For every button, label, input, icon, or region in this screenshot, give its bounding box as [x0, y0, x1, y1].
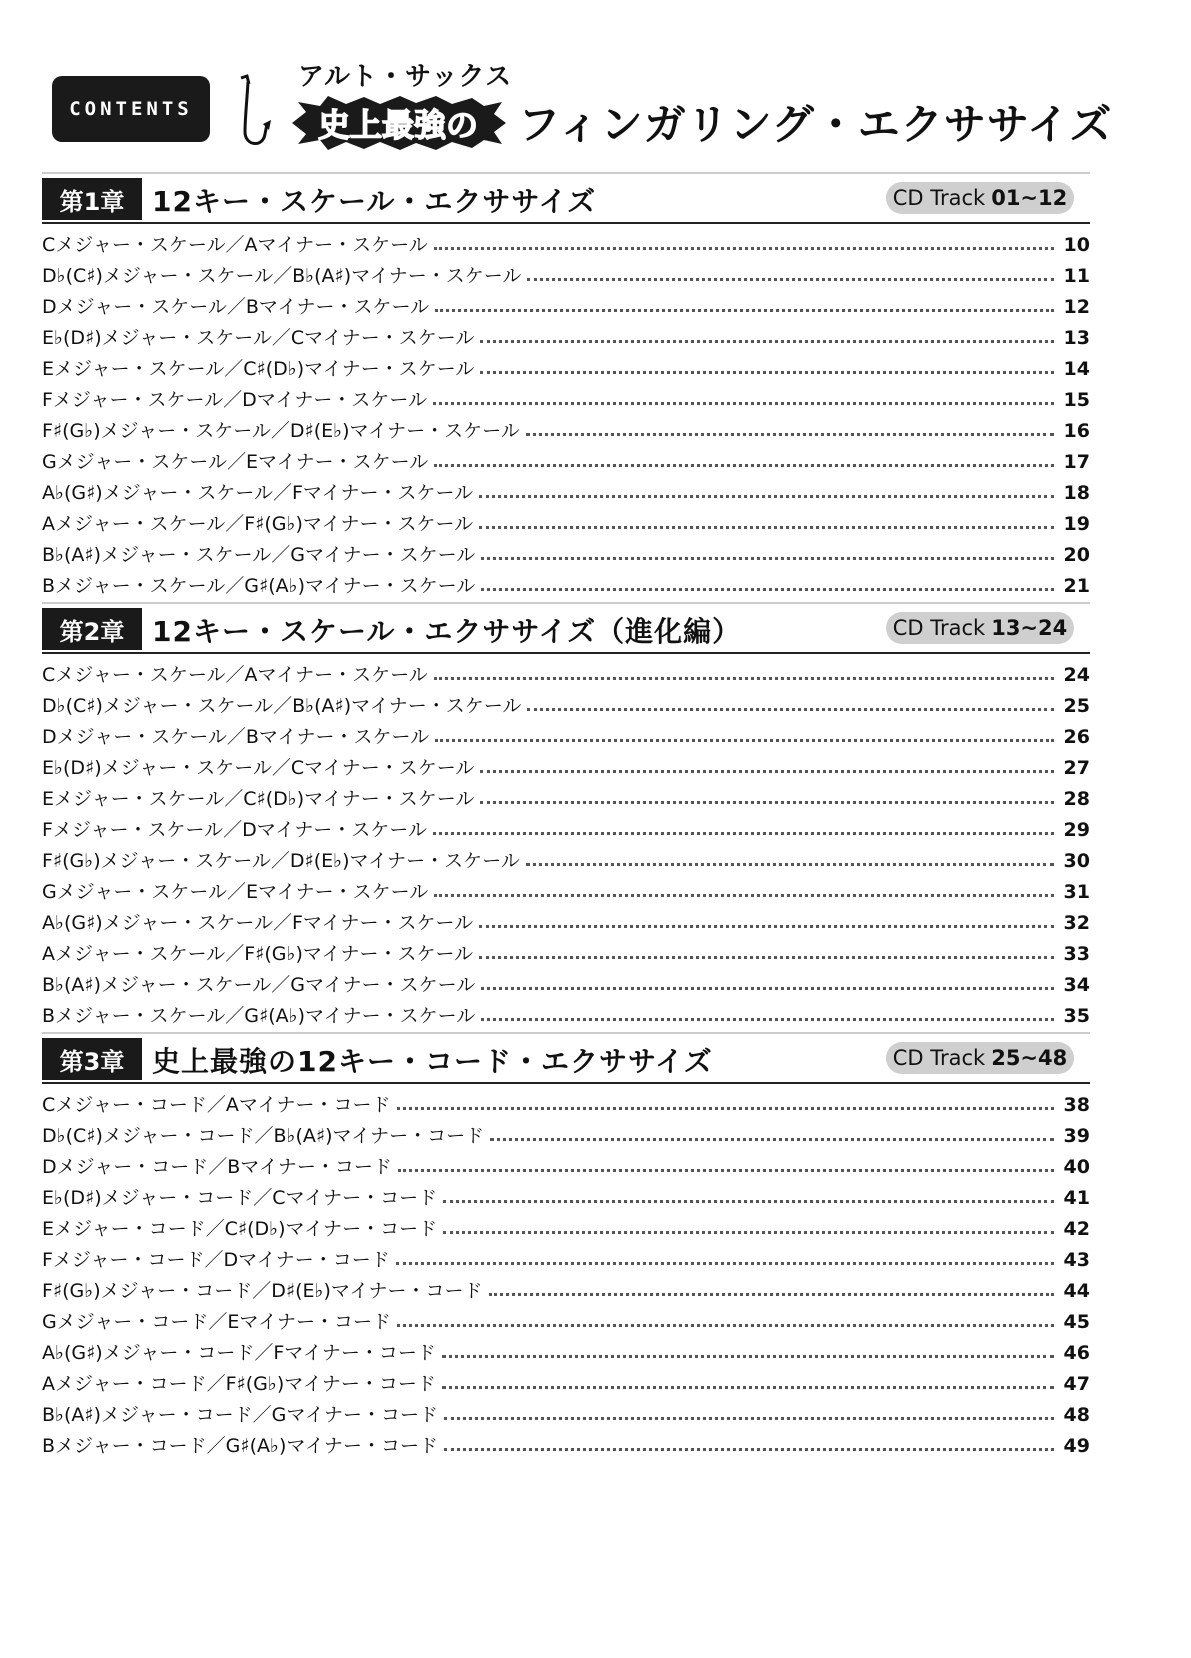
entry-title: F♯(G♭)メジャー・スケール／D♯(E♭)マイナー・スケール: [42, 420, 520, 442]
leader-dots: [397, 1107, 1054, 1110]
leader-dots: [489, 1293, 1055, 1296]
entry-title: Gメジャー・スケール／Eマイナー・スケール: [42, 881, 429, 903]
toc-entry[interactable]: [42, 354, 1090, 385]
entry-page-number: 21: [1063, 575, 1090, 597]
entry-title: Eメジャー・コード／C♯(D♭)マイナー・コード: [42, 1218, 438, 1240]
entry-list: [42, 230, 1090, 602]
entry-page-number: 49: [1063, 1435, 1090, 1457]
entry-title: F♯(G♭)メジャー・スケール／D♯(E♭)マイナー・スケール: [42, 850, 520, 872]
toc-entry[interactable]: [42, 1276, 1090, 1307]
entry-page-number: 30: [1063, 850, 1090, 872]
leader-dots: [434, 894, 1054, 897]
leader-dots: [442, 1386, 1054, 1389]
entry-title: Gメジャー・スケール／Eマイナー・スケール: [42, 451, 429, 473]
leader-dots: [481, 1018, 1054, 1021]
leader-dots: [480, 801, 1054, 804]
entry-title: Dメジャー・コード／Bマイナー・コード: [42, 1156, 392, 1178]
entry-page-number: 28: [1063, 788, 1090, 810]
toc-entry[interactable]: [42, 1400, 1090, 1431]
entry-title: Gメジャー・コード／Eマイナー・コード: [42, 1311, 391, 1333]
book-title: フィンガリング・エクササイズ: [518, 100, 1113, 149]
leader-dots: [480, 371, 1054, 374]
toc-entry[interactable]: [42, 540, 1090, 571]
chapter-title: 12キー・スケール・エクササイズ（進化編）: [152, 615, 742, 648]
entry-title: Fメジャー・スケール／Dマイナー・スケール: [42, 389, 428, 411]
toc-entry[interactable]: [42, 877, 1090, 908]
cd-track-range: 13~24: [991, 616, 1068, 640]
toc-entry[interactable]: [42, 908, 1090, 939]
cd-track-badge: [886, 1042, 1074, 1074]
leader-dots: [434, 464, 1054, 467]
toc-entry[interactable]: [42, 509, 1090, 540]
entry-title: D♭(C♯)メジャー・コード／B♭(A♯)マイナー・コード: [42, 1125, 485, 1147]
entry-page-number: 33: [1063, 943, 1090, 965]
cd-track-prefix: CD Track: [892, 616, 986, 640]
entry-page-number: 43: [1063, 1249, 1090, 1271]
entry-title: D♭(C♯)メジャー・スケール／B♭(A♯)マイナー・スケール: [42, 695, 522, 717]
leader-dots: [442, 1355, 1054, 1358]
entry-page-number: 24: [1063, 664, 1090, 686]
entry-page-number: 45: [1063, 1311, 1090, 1333]
entry-title: Aメジャー・スケール／F♯(G♭)マイナー・スケール: [42, 513, 474, 535]
toc-entry[interactable]: [42, 846, 1090, 877]
toc-entry[interactable]: [42, 292, 1090, 323]
toc-entry[interactable]: [42, 691, 1090, 722]
toc-entry[interactable]: [42, 571, 1090, 602]
entry-page-number: 44: [1063, 1280, 1090, 1302]
toc-entry[interactable]: [42, 261, 1090, 292]
toc-entry[interactable]: [42, 1001, 1090, 1032]
leader-dots: [481, 588, 1054, 591]
leader-dots: [481, 987, 1054, 990]
leader-dots: [479, 925, 1054, 928]
leader-dots: [480, 770, 1054, 773]
entry-title: D♭(C♯)メジャー・スケール／B♭(A♯)マイナー・スケール: [42, 265, 522, 287]
chapter-section-1: [42, 172, 1090, 602]
entry-title: Fメジャー・スケール／Dマイナー・スケール: [42, 819, 428, 841]
toc-entry[interactable]: [42, 1183, 1090, 1214]
leader-dots: [433, 402, 1054, 405]
leader-dots: [434, 677, 1054, 680]
chapter-section-2: [42, 602, 1090, 1032]
leader-dots: [526, 863, 1054, 866]
toc-entry[interactable]: [42, 416, 1090, 447]
entry-title: A♭(G♯)メジャー・スケール／Fマイナー・スケール: [42, 912, 474, 934]
leader-dots: [481, 557, 1054, 560]
cd-track-badge: [886, 182, 1074, 214]
entry-title: Dメジャー・スケール／Bマイナー・スケール: [42, 296, 430, 318]
entry-title: Cメジャー・スケール／Aマイナー・スケール: [42, 234, 428, 256]
leader-dots: [435, 739, 1054, 742]
leader-dots: [490, 1138, 1054, 1141]
entry-page-number: 17: [1063, 451, 1090, 473]
entry-page-number: 41: [1063, 1187, 1090, 1209]
leader-dots: [444, 1417, 1054, 1420]
toc-entry[interactable]: [42, 385, 1090, 416]
entry-page-number: 13: [1063, 327, 1090, 349]
chapter-label: 第3章: [42, 1038, 142, 1080]
leader-dots: [434, 247, 1054, 250]
chapter-title: 史上最強の12キー・コード・エクササイズ: [152, 1045, 713, 1078]
cd-track-prefix: CD Track: [892, 1046, 986, 1070]
leader-dots: [479, 495, 1054, 498]
toc-entry[interactable]: [42, 939, 1090, 970]
toc-entry[interactable]: [42, 1090, 1090, 1121]
entry-list: [42, 660, 1090, 1032]
entry-page-number: 19: [1063, 513, 1090, 535]
toc-entry[interactable]: [42, 447, 1090, 478]
entry-page-number: 34: [1063, 974, 1090, 996]
entry-page-number: 40: [1063, 1156, 1090, 1178]
entry-page-number: 46: [1063, 1342, 1090, 1364]
chapter-section-3: [42, 1032, 1090, 1462]
leader-dots: [526, 433, 1054, 436]
book-subtitle: アルト・サックス: [298, 62, 513, 92]
entry-title: Bメジャー・スケール／G♯(A♭)マイナー・スケール: [42, 1005, 476, 1027]
saxophone-icon: [233, 74, 273, 152]
entry-page-number: 16: [1063, 420, 1090, 442]
entry-title: B♭(A♯)メジャー・スケール／Gマイナー・スケール: [42, 544, 476, 566]
toc-entry[interactable]: [42, 970, 1090, 1001]
chapter-header: [42, 602, 1090, 654]
entry-page-number: 20: [1063, 544, 1090, 566]
title-burst-text: 史上最強の: [317, 106, 478, 144]
toc-entry[interactable]: [42, 1369, 1090, 1400]
entry-page-number: 15: [1063, 389, 1090, 411]
title-burst: [288, 94, 508, 152]
contents-badge: CONTENTS: [52, 76, 210, 142]
chapter-label: 第1章: [42, 178, 142, 220]
leader-dots: [527, 278, 1054, 281]
entry-title: B♭(A♯)メジャー・スケール／Gマイナー・スケール: [42, 974, 476, 996]
entry-page-number: 32: [1063, 912, 1090, 934]
entry-title: A♭(G♯)メジャー・スケール／Fマイナー・スケール: [42, 482, 474, 504]
entry-list: [42, 1090, 1090, 1462]
leader-dots: [480, 340, 1054, 343]
toc-entry[interactable]: [42, 230, 1090, 261]
entry-title: E♭(D♯)メジャー・スケール／Cマイナー・スケール: [42, 757, 475, 779]
leader-dots: [443, 1200, 1054, 1203]
entry-page-number: 26: [1063, 726, 1090, 748]
toc-entry[interactable]: [42, 660, 1090, 691]
entry-title: Cメジャー・スケール／Aマイナー・スケール: [42, 664, 428, 686]
entry-page-number: 14: [1063, 358, 1090, 380]
leader-dots: [443, 1231, 1054, 1234]
toc-entry[interactable]: [42, 1214, 1090, 1245]
toc-entry[interactable]: [42, 1152, 1090, 1183]
entry-page-number: 25: [1063, 695, 1090, 717]
entry-title: E♭(D♯)メジャー・スケール／Cマイナー・スケール: [42, 327, 475, 349]
entry-page-number: 27: [1063, 757, 1090, 779]
leader-dots: [397, 1324, 1054, 1327]
toc-entry[interactable]: [42, 478, 1090, 509]
chapter-header: [42, 1032, 1090, 1084]
entry-page-number: 11: [1063, 265, 1090, 287]
leader-dots: [433, 832, 1054, 835]
toc-entry[interactable]: [42, 1245, 1090, 1276]
toc-entry[interactable]: [42, 784, 1090, 815]
entry-title: B♭(A♯)メジャー・コード／Gマイナー・コード: [42, 1404, 438, 1426]
entry-title: F♯(G♭)メジャー・コード／D♯(E♭)マイナー・コード: [42, 1280, 483, 1302]
entry-title: Bメジャー・スケール／G♯(A♭)マイナー・スケール: [42, 575, 476, 597]
cd-track-range: 25~48: [991, 1046, 1068, 1070]
leader-dots: [444, 1448, 1054, 1451]
leader-dots: [435, 309, 1054, 312]
entry-title: Aメジャー・スケール／F♯(G♭)マイナー・スケール: [42, 943, 474, 965]
entry-page-number: 10: [1063, 234, 1090, 256]
entry-page-number: 35: [1063, 1005, 1090, 1027]
toc-entry[interactable]: [42, 323, 1090, 354]
chapter-label: 第2章: [42, 608, 142, 650]
entry-page-number: 48: [1063, 1404, 1090, 1426]
entry-page-number: 47: [1063, 1373, 1090, 1395]
toc-entry[interactable]: [42, 722, 1090, 753]
toc-entry[interactable]: [42, 1431, 1090, 1462]
entry-page-number: 12: [1063, 296, 1090, 318]
entry-title: Eメジャー・スケール／C♯(D♭)マイナー・スケール: [42, 788, 475, 810]
entry-title: Fメジャー・コード／Dマイナー・コード: [42, 1249, 390, 1271]
entry-page-number: 31: [1063, 881, 1090, 903]
toc-entry[interactable]: [42, 1121, 1090, 1152]
leader-dots: [398, 1169, 1054, 1172]
toc-entry[interactable]: [42, 1307, 1090, 1338]
cd-track-range: 01~12: [991, 186, 1068, 210]
page-header: [48, 56, 1148, 156]
leader-dots: [527, 708, 1054, 711]
entry-title: Eメジャー・スケール／C♯(D♭)マイナー・スケール: [42, 358, 475, 380]
entry-title: Aメジャー・コード／F♯(G♭)マイナー・コード: [42, 1373, 436, 1395]
entry-page-number: 38: [1063, 1094, 1090, 1116]
entry-title: Dメジャー・スケール／Bマイナー・スケール: [42, 726, 430, 748]
entry-page-number: 18: [1063, 482, 1090, 504]
toc-entry[interactable]: [42, 753, 1090, 784]
entry-page-number: 42: [1063, 1218, 1090, 1240]
cd-track-prefix: CD Track: [892, 186, 986, 210]
chapter-title: 12キー・スケール・エクササイズ: [152, 185, 597, 218]
leader-dots: [479, 956, 1054, 959]
entry-page-number: 39: [1063, 1125, 1090, 1147]
entry-title: Bメジャー・コード／G♯(A♭)マイナー・コード: [42, 1435, 438, 1457]
entry-title: E♭(D♯)メジャー・コード／Cマイナー・コード: [42, 1187, 438, 1209]
toc-entry[interactable]: [42, 815, 1090, 846]
chapter-header: [42, 172, 1090, 224]
toc-entry[interactable]: [42, 1338, 1090, 1369]
entry-title: A♭(G♯)メジャー・コード／Fマイナー・コード: [42, 1342, 436, 1364]
entry-page-number: 29: [1063, 819, 1090, 841]
leader-dots: [396, 1262, 1054, 1265]
cd-track-badge: [886, 612, 1074, 644]
entry-title: Cメジャー・コード／Aマイナー・コード: [42, 1094, 391, 1116]
leader-dots: [479, 526, 1054, 529]
